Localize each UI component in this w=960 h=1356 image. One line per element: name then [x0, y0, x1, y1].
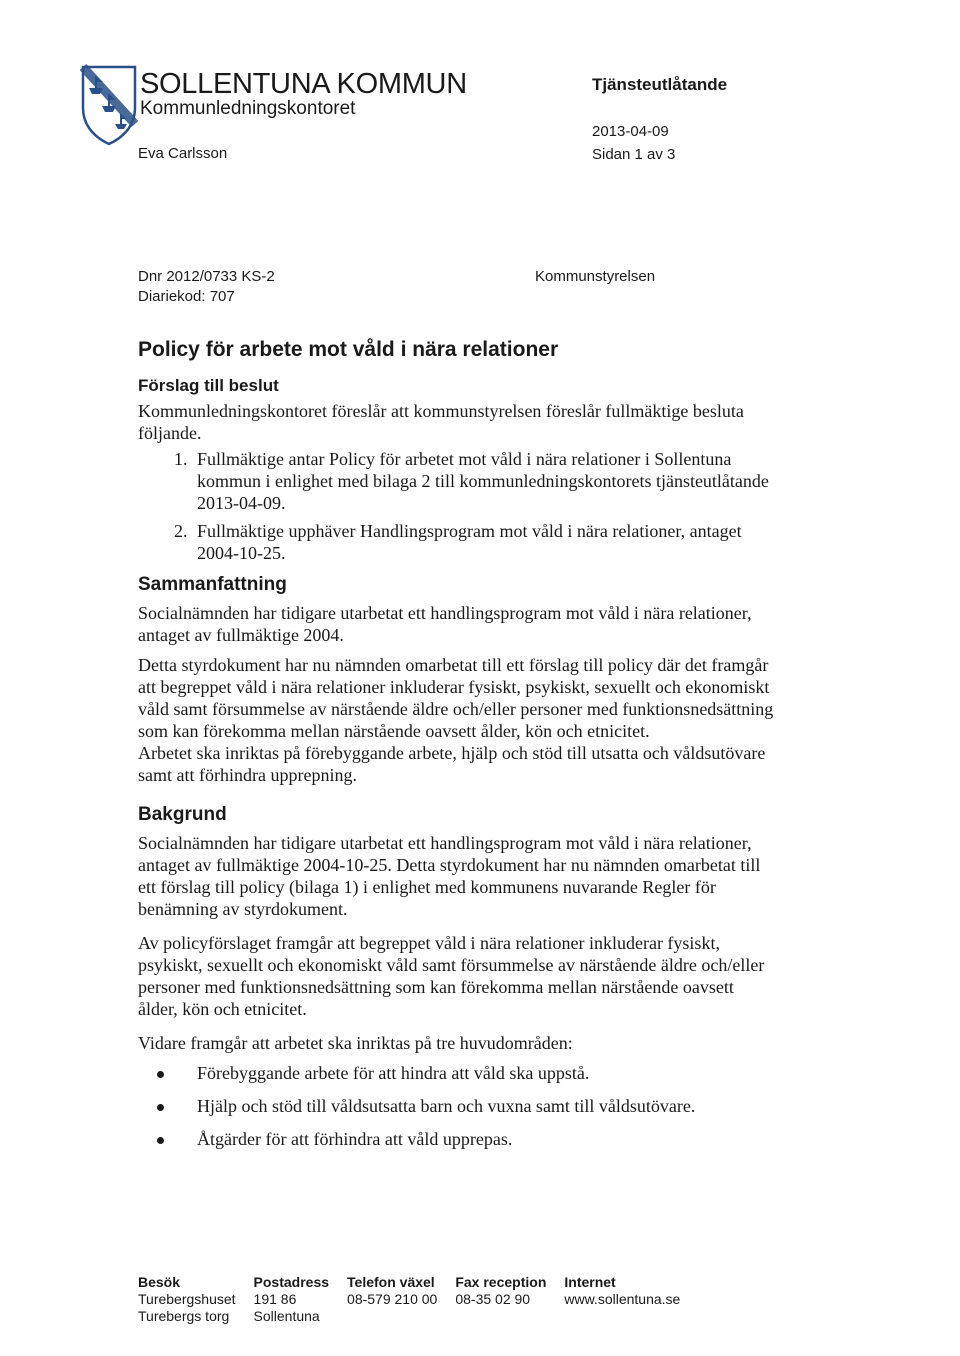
- paragraph: Arbetet ska inriktas på förebyggande arbete, hjälp och stöd till utsatta och våldsutövare samt att förhindra upprepning.: [138, 743, 766, 785]
- decision-text: Fullmäktige upphäver Handlingsprogram mot våld i nära relationer, antaget 2004-10-25.: [197, 521, 742, 563]
- document-date: 2013-04-09: [592, 123, 669, 140]
- footer-visit-line: Turebergs torg: [138, 1308, 230, 1324]
- forslag-intro: Kommunledningskontoret föreslår att kommunstyrelsen föreslår fullmäktige besluta följande.: [138, 401, 744, 443]
- paragraph: Detta styrdokument har nu nämnden omarbetat till ett förslag till policy där det framgår att begreppet våld i nära relationer inkluderar fysiskt, psykiskt, sexuellt och ekonomiskt våld samt försummelse av närstående äldre och/eller personer med funktionsnedsättning som kan förekomma mellan närstående oavsett ålder, kön och etnicitet.: [138, 655, 774, 741]
- focus-areas-list: [138, 1062, 778, 1150]
- decision-number: 2.: [174, 521, 188, 541]
- org-name: SOLLENTUNA KOMMUN: [140, 68, 467, 100]
- footer-label-visit: Besök: [138, 1274, 181, 1290]
- document-title: Policy för arbete mot våld i nära relationer: [138, 338, 559, 361]
- heading-sammanfattning: Sammanfattning: [138, 574, 287, 595]
- footer-fax: 08-35 02 90: [455, 1291, 531, 1307]
- bullet-icon: [157, 1137, 164, 1144]
- footer-label-internet: Internet: [564, 1274, 616, 1290]
- footer-postal-line: 191 86: [253, 1291, 297, 1307]
- registration-number: Dnr 2012/0733 KS-2: [138, 268, 275, 285]
- paragraph: Av policyförslaget framgår att begreppet våld i nära relationer inkluderar fysiskt, psykiskt, sexuellt och ekonomiskt våld samt försummelse av närstående äldre och/eller personer med funktionsnedsättning som kan förekomma mellan närstående oavsett ålder, kön och etnicitet.: [138, 933, 765, 1019]
- org-unit: Kommunledningskontoret: [140, 98, 356, 119]
- list-item: [138, 1095, 778, 1117]
- decision-item: [138, 448, 778, 514]
- list-item-text: Förebyggande arbete för att hindra att våld ska uppstå.: [197, 1063, 590, 1083]
- paragraph: Socialnämnden har tidigare utarbetat ett handlingsprogram mot våld i nära relationer, antaget av fullmäktige 2004-10-25. Detta styrdokument har nu nämnden omarbetat till ett förslag till policy (bilaga 1) i enlighet med kommunens nuvarande Regler för benämning av styrdokument.: [138, 833, 761, 919]
- heading-forslag: Förslag till beslut: [138, 376, 279, 395]
- footer: [138, 1274, 698, 1325]
- footer-label-fax: Fax reception: [455, 1274, 547, 1290]
- footer-contact-table: [138, 1274, 698, 1325]
- footer-empty: [564, 1308, 698, 1325]
- list-item: [138, 1062, 778, 1084]
- author-name: Eva Carlsson: [138, 145, 228, 162]
- list-item-text: Åtgärder för att förhindra att våld upprepas.: [197, 1129, 513, 1149]
- footer-empty: [455, 1308, 564, 1325]
- paragraph: Vidare framgår att arbetet ska inriktas på tre huvudområden:: [138, 1033, 573, 1053]
- footer-phone: 08-579 210 00: [347, 1291, 438, 1307]
- footer-visit-line: Turebergshuset: [138, 1291, 236, 1307]
- footer-website-link[interactable]: www.sollentuna.se: [564, 1291, 681, 1307]
- decision-list: [138, 448, 778, 564]
- coat-of-arms-icon: [80, 64, 138, 146]
- recipient: Kommunstyrelsen: [535, 268, 656, 285]
- footer-empty: [347, 1308, 455, 1325]
- footer-label-postal: Postadress: [253, 1274, 330, 1290]
- bullet-icon: [157, 1071, 164, 1078]
- heading-bakgrund: Bakgrund: [138, 804, 227, 825]
- list-item-text: Hjälp och stöd till våldsutsatta barn och vuxna samt till våldsutövare.: [197, 1096, 696, 1116]
- decision-number: 1.: [174, 449, 188, 469]
- footer-label-phone: Telefon växel: [347, 1274, 435, 1290]
- diary-code: Diariekod: 707: [138, 288, 235, 305]
- decision-item: [138, 520, 778, 564]
- footer-postal-line: Sollentuna: [253, 1308, 320, 1324]
- list-item: [138, 1128, 778, 1150]
- paragraph: Socialnämnden har tidigare utarbetat ett handlingsprogram mot våld i nära relationer, antaget av fullmäktige 2004.: [138, 603, 752, 645]
- document-type: Tjänsteutlåtande: [592, 75, 728, 94]
- bullet-icon: [157, 1104, 164, 1111]
- document-body: [138, 338, 778, 1161]
- decision-text: Fullmäktige antar Policy för arbetet mot våld i nära relationer i Sollentuna kommun i enlighet med bilaga 2 till kommunledningskontorets tjänsteutlåtande 2013-04-09.: [197, 449, 769, 513]
- page-number: Sidan 1 av 3: [592, 146, 676, 163]
